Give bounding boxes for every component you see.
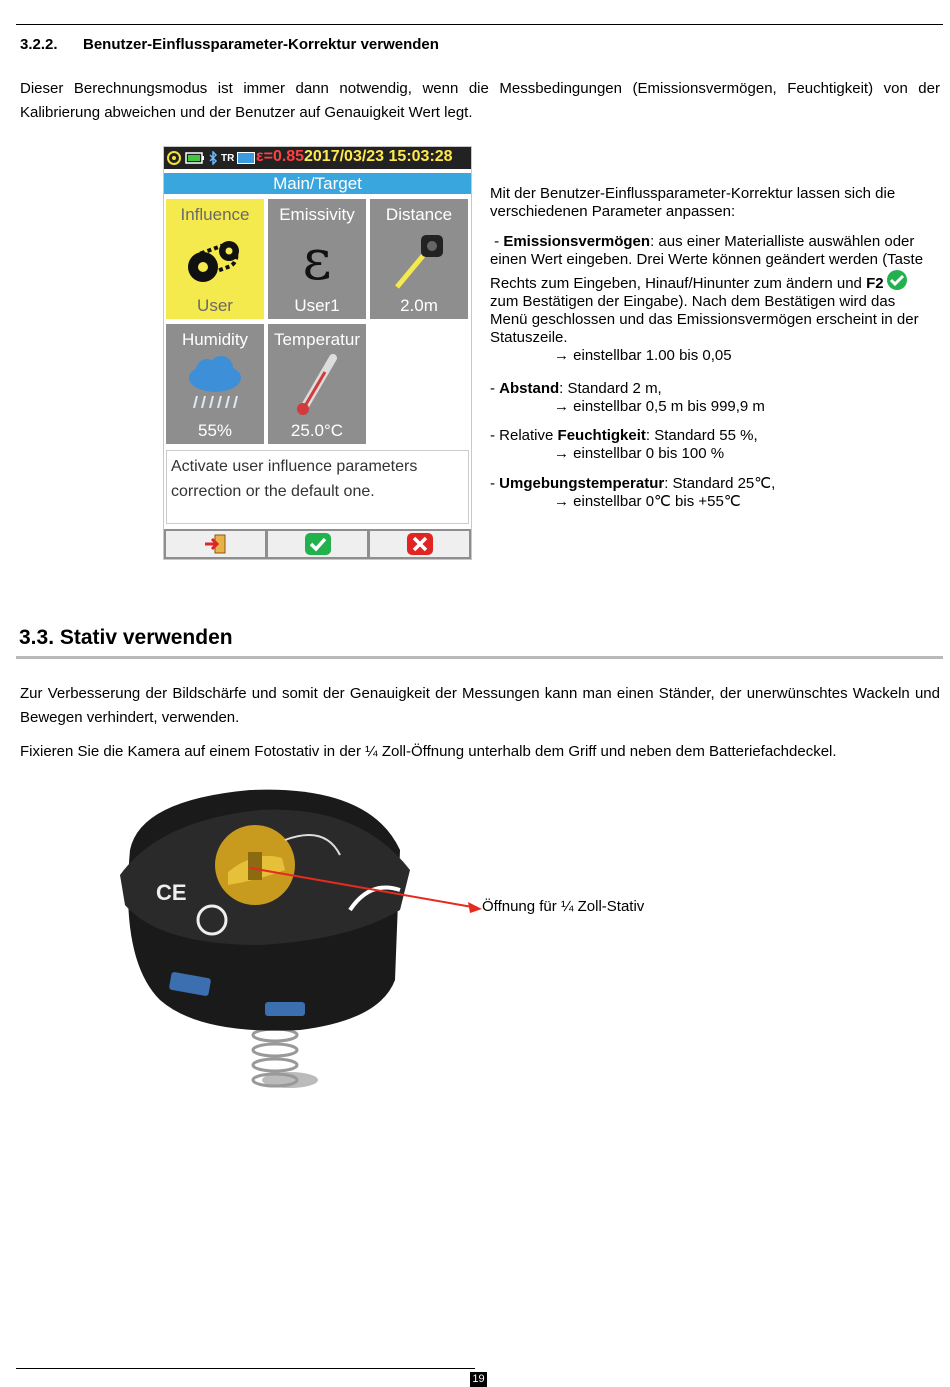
humidity-range: → einstellbar 0 bis 100 % xyxy=(554,445,725,462)
section2-title: 3.3. Stativ verwenden xyxy=(19,626,233,649)
distance-text: : Standard 2 m, xyxy=(559,380,662,397)
distance-prefix: - xyxy=(490,380,500,397)
distance-block xyxy=(490,380,935,416)
status-emissivity: ε=0.85 xyxy=(256,148,305,165)
confirm-button[interactable] xyxy=(268,531,367,557)
tile-label: Emissivity xyxy=(279,205,355,224)
tile-influence[interactable] xyxy=(166,199,264,319)
battery-icon xyxy=(185,152,205,164)
emission-text2: zum Bestätigen der Eingabe). Nach dem Bestätigen wird das Menü geschlossen und das Emissionsvermögen erscheint in der Statuszeile. xyxy=(490,293,919,346)
tile-label: Temperatur xyxy=(274,330,360,349)
temperature-block xyxy=(490,475,935,511)
button-bar xyxy=(164,529,471,559)
tile-label: Humidity xyxy=(181,330,249,349)
footer-rule xyxy=(16,1368,475,1369)
gears-icon xyxy=(185,229,245,291)
svg-text:ε: ε xyxy=(302,229,332,291)
battery-cover-photo xyxy=(100,780,520,1110)
exit-button[interactable] xyxy=(166,531,265,557)
tile-value: User1 xyxy=(294,296,340,315)
emission-text1: : aus einer Materialliste auswählen oder einen Wert eingeben. Drei Werte können geändert werden (Taste Rechts zum Eingeben, Hinauf/Hinunter zum ändern und xyxy=(490,233,924,292)
image-icon xyxy=(237,152,255,164)
exit-icon xyxy=(203,533,229,555)
device-screen xyxy=(163,146,472,560)
tile-value: 2.0m xyxy=(400,296,438,315)
tape-measure-icon xyxy=(389,229,449,291)
f2-key: F2 xyxy=(866,275,884,292)
distance-label: Abstand xyxy=(499,380,560,397)
screen-title: Main/Target xyxy=(164,173,471,194)
humidity-text: : Standard 55 %, xyxy=(645,427,758,444)
probe-icon xyxy=(166,150,182,166)
section-title: Benutzer-Einflussparameter-Korrektur verwenden xyxy=(83,36,439,53)
temp-label: Umgebungstemperatur xyxy=(499,475,665,492)
top-rule xyxy=(16,24,943,25)
tile-label: Distance xyxy=(385,205,453,224)
section2-paragraph-2: Fixieren Sie die Kamera auf einem Fotostativ in der ¼ Zoll-Öffnung unterhalb dem Griff und neben dem Batteriefachdeckel. xyxy=(20,743,837,760)
svg-text:CE: CE xyxy=(156,880,187,905)
tile-temperature[interactable] xyxy=(268,324,366,444)
tile-emissivity[interactable] xyxy=(268,199,366,319)
humidity-block xyxy=(490,427,935,463)
tile-value: 25.0°C xyxy=(290,421,344,440)
status-bar xyxy=(164,147,471,169)
section2-rule xyxy=(16,656,943,659)
humidity-label: Feuchtigkeit xyxy=(557,427,646,444)
rain-cloud-icon xyxy=(185,354,245,416)
temp-text: : Standard 25℃, xyxy=(664,475,776,492)
epsilon-icon xyxy=(287,229,347,291)
tile-value: 55% xyxy=(197,421,233,440)
tr-indicator: TR xyxy=(221,152,235,164)
bluetooth-icon xyxy=(208,151,218,165)
help-text: Activate user influence parameters correction or the default one. xyxy=(166,450,469,524)
status-datetime: 2017/03/23 15:03:28 xyxy=(304,148,453,165)
tile-distance[interactable] xyxy=(370,199,468,319)
tile-label: Influence xyxy=(180,205,250,224)
distance-range: → einstellbar 0,5 m bis 999,9 m xyxy=(554,398,765,415)
confirm-icon xyxy=(304,532,332,556)
section-number: 3.2.2. xyxy=(20,36,58,53)
callout-label: Öffnung für ¼ Zoll-Stativ xyxy=(482,898,645,915)
emission-block xyxy=(490,233,935,365)
cancel-icon xyxy=(406,532,434,556)
page-number: 19 xyxy=(470,1372,487,1387)
section2-paragraph-1: Zur Verbesserung der Bildschärfe und somit der Genauigkeit der Messungen kann man einen Ständer, der unerwünschtes Wackeln und Bewegen verhindert, verwenden. xyxy=(20,685,940,726)
cancel-button[interactable] xyxy=(370,531,469,557)
humidity-prefix: - Relative xyxy=(490,427,558,444)
emission-range: → einstellbar 1.00 bis 0,05 xyxy=(554,347,732,364)
emission-label: Emissionsvermögen xyxy=(503,233,651,250)
thermometer-icon xyxy=(287,354,347,416)
temp-prefix: - xyxy=(490,475,500,492)
emission-prefix: - xyxy=(490,233,504,250)
tile-humidity[interactable] xyxy=(166,324,264,444)
check-icon xyxy=(884,269,910,291)
intro-paragraph: Dieser Berechnungsmodus ist immer dann notwendig, wenn die Messbedingungen (Emissionsvermögen, Feuchtigkeit) von der Kalibrierung abweichen und der Benutzer auf Genauigkeit Wert legt. xyxy=(20,80,940,121)
temp-range: → einstellbar 0℃ bis +55℃ xyxy=(554,493,741,510)
description-intro: Mit der Benutzer-Einflussparameter-Korrektur lassen sich die verschiedenen Parameter anpassen: xyxy=(490,185,896,220)
tile-value: User xyxy=(197,296,233,315)
